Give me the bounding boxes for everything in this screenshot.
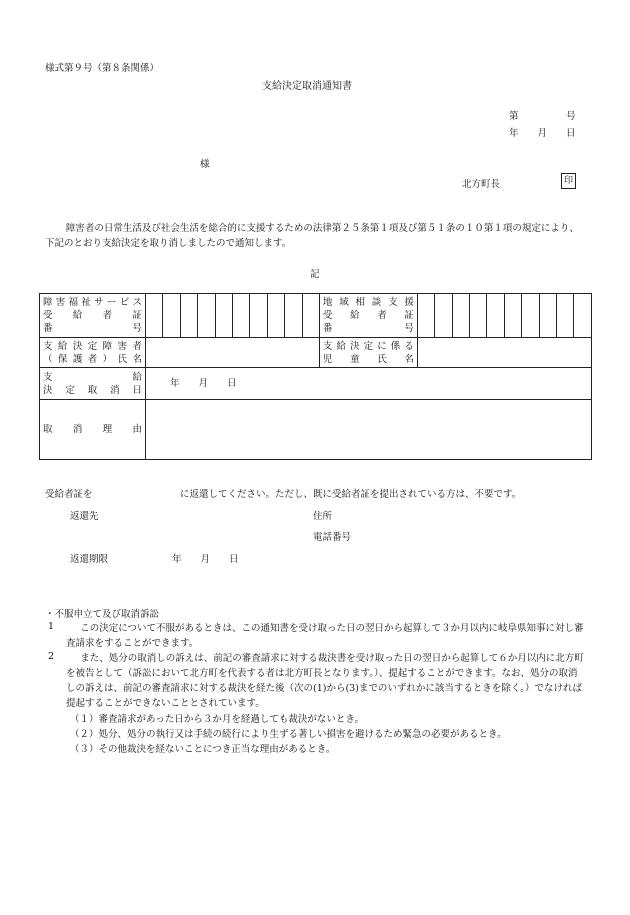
digit-box[interactable]	[452, 294, 469, 338]
appeal-sub-1: （１）審査請求があった日から３か月を経過しても裁決がないとき。	[70, 714, 365, 725]
cancel-reason-label: 取 消 理 由	[40, 400, 146, 460]
child-name-label: 支給決定に係る 児 童 氏 名	[319, 338, 417, 368]
digit-box[interactable]	[417, 294, 434, 338]
page-title: 支給決定取消通知書	[262, 81, 352, 92]
recipient-name-label: 支給決定障害者 （保護者）氏名	[40, 338, 146, 368]
digit-box[interactable]	[198, 294, 215, 338]
digit-box[interactable]	[435, 294, 452, 338]
address-label: 住所	[313, 511, 333, 522]
return-deadline-label: 返還期限	[70, 554, 109, 565]
seal-mark: 印	[561, 173, 576, 189]
table-row	[40, 338, 592, 368]
digit-box[interactable]	[163, 294, 180, 338]
digit-box[interactable]	[267, 294, 284, 338]
digit-box[interactable]	[250, 294, 267, 338]
digit-box[interactable]	[487, 294, 504, 338]
cert-number-label: 障害福祉サービス 受 給 者 証 番 号	[40, 294, 146, 338]
recipient-name-field[interactable]	[146, 338, 320, 368]
ki-heading: 記	[310, 269, 320, 280]
digit-box[interactable]	[539, 294, 556, 338]
digit-box[interactable]	[215, 294, 232, 338]
appeal-sub-2: （２）処分、処分の執行又は手続の続行により生ずる著しい損害を避けるため緊急の必要があるとき。	[70, 729, 507, 740]
cancel-date-label: 支 給 決 定 取 消 日	[40, 368, 146, 400]
return-line-suffix: に返還してください。ただし、既に受給者証を提出されている方は、不要です。	[180, 489, 522, 500]
notice-table	[39, 293, 592, 460]
appeal-sub-3: （３）その他裁決を経ないことにつき正当な理由があるとき。	[70, 744, 336, 755]
appeal-heading: ・不服申立て及び取消訴訟	[45, 609, 160, 620]
digit-box[interactable]	[146, 294, 163, 338]
digit-box[interactable]	[557, 294, 574, 338]
return-dest-label: 返還先	[70, 511, 99, 522]
digit-box[interactable]	[180, 294, 197, 338]
community-cert-number-label: 地域相談支援 受 給 者 証 番 号	[319, 294, 417, 338]
issuer-name: 北方町長	[462, 179, 501, 190]
digit-box[interactable]	[470, 294, 487, 338]
table-row	[40, 294, 592, 338]
appeal-item-2-number: 2	[48, 651, 55, 662]
digit-box[interactable]	[232, 294, 249, 338]
return-deadline-value: 年 月 日	[172, 554, 239, 565]
digit-box[interactable]	[522, 294, 539, 338]
appeal-item-1: この決定について不服があるときは、この通知書を受け取った日の翌日から起算して３か月以内に岐阜県知事に対し審査請求をすることができます。	[66, 623, 584, 649]
digit-box[interactable]	[574, 294, 592, 338]
number-line: 第 号	[509, 111, 576, 122]
body-text: 障害者の日常生活及び社会生活を総合的に支援するための法律第２５条第１項及び第５１条の１０第１項の規定により、下記のとおり支給決定を取り消しましたので通知します。	[45, 223, 579, 249]
digit-box[interactable]	[504, 294, 521, 338]
date-line: 年 月 日	[509, 128, 576, 139]
cancel-reason-field[interactable]	[146, 400, 592, 460]
table-row	[40, 368, 592, 400]
form-number: 様式第９号（第８条関係）	[45, 63, 160, 74]
table-row	[40, 400, 592, 460]
phone-label: 電話番号	[313, 532, 352, 543]
appeal-item-2: また、処分の取消しの訴えは、前記の審査請求に対する裁決書を受け取った日の翌日から起算して６か月以内に北方町を被告として（訴訟において北方町を代表する者は北方町長となります。）、提起することができます。なお、処分の取消しの訴えは、前記の審査請求に対する裁決を経た後（次の(1)から(3)までのいずれかに該当するときを除く。）でなければ提起することができないこととされています。	[66, 653, 584, 709]
cancel-date-field[interactable]	[146, 368, 592, 400]
child-name-field[interactable]	[417, 338, 591, 368]
cancel-date-value: 年 月 日	[170, 378, 237, 389]
appeal-item-1-number: 1	[48, 621, 55, 632]
return-line-prefix: 受給者証を	[45, 489, 93, 500]
digit-box[interactable]	[302, 294, 319, 338]
addressee-suffix: 様	[200, 159, 210, 170]
digit-box[interactable]	[285, 294, 302, 338]
